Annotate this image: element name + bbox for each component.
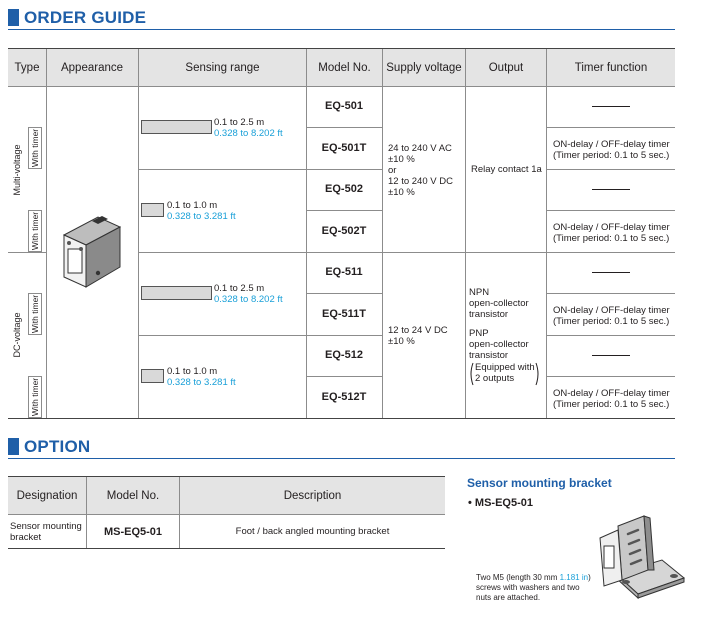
model-eq-511: EQ-511 xyxy=(325,266,363,278)
option-description: Foot / back angled mounting bracket xyxy=(235,526,390,537)
supply-voltage-dc: 12 to 24 V DC ±10 % xyxy=(388,325,448,347)
header-sensing-range: Sensing range xyxy=(139,49,306,86)
range-long-text: 0.1 to 2.5 m 0.328 to 8.202 ft xyxy=(214,117,283,139)
sensor-appearance-image xyxy=(58,205,128,290)
header-designation: Designation xyxy=(8,477,86,514)
header-output: Output xyxy=(466,49,546,86)
header-appearance: Appearance xyxy=(46,49,138,86)
order-guide-title: ORDER GUIDE xyxy=(24,8,147,27)
range-bar-long xyxy=(141,120,212,134)
with-timer-tag: With timer xyxy=(30,377,40,417)
timer-function-text: ON-delay / OFF-delay timer (Timer period: 0.1 to 5 sec.) xyxy=(553,222,670,244)
timer-function-text: ON-delay / OFF-delay timer (Timer period: 0.1 to 5 sec.) xyxy=(553,305,670,327)
type-dc-voltage: DC-voltage xyxy=(12,312,22,358)
range-short-text: 0.1 to 1.0 m 0.328 to 3.281 ft xyxy=(167,366,236,388)
range-bar-short xyxy=(141,203,164,217)
model-eq-502t: EQ-502T xyxy=(321,225,367,237)
output-pnp: PNP open-collector transistor xyxy=(469,328,529,361)
timer-function-text: ON-delay / OFF-delay timer (Timer period: 0.1 to 5 sec.) xyxy=(553,388,670,410)
model-eq-502: EQ-502 xyxy=(325,183,363,195)
output-npn: NPN open-collector transistor xyxy=(469,287,529,320)
order-guide-marker xyxy=(8,9,19,26)
output-relay: Relay contact 1a xyxy=(471,164,542,175)
order-guide-rule xyxy=(8,29,675,30)
bracket-model: • MS-EQ5-01 xyxy=(468,497,533,509)
header-option-model-no: Model No. xyxy=(87,477,179,514)
header-description: Description xyxy=(180,477,445,514)
with-timer-tag: With timer xyxy=(30,211,40,251)
with-timer-tag: With timer xyxy=(30,128,40,168)
option-title: OPTION xyxy=(24,437,91,456)
bracket-note: Two M5 (length 30 mm 1.181 in) screws with washers and two nuts are attached. xyxy=(476,573,591,602)
range-bar-long xyxy=(141,286,212,300)
timer-none-dash xyxy=(592,106,630,107)
header-supply-voltage: Supply voltage xyxy=(383,49,465,86)
timer-none-dash xyxy=(592,272,630,273)
with-timer-tag: With timer xyxy=(30,294,40,334)
timer-none-dash xyxy=(592,355,630,356)
option-designation: Sensor mounting bracket xyxy=(10,521,82,543)
range-long-text: 0.1 to 2.5 m 0.328 to 8.202 ft xyxy=(214,283,283,305)
type-multi-voltage: Multi-voltage xyxy=(12,144,22,196)
model-eq-501: EQ-501 xyxy=(325,100,363,112)
supply-voltage-multi: 24 to 240 V AC ±10 % or 12 to 240 V DC ±10 % xyxy=(388,143,453,198)
option-marker xyxy=(8,438,19,455)
timer-none-dash xyxy=(592,189,630,190)
model-eq-511t: EQ-511T xyxy=(321,308,367,320)
model-eq-512t: EQ-512T xyxy=(321,391,367,403)
model-eq-512: EQ-512 xyxy=(325,349,363,361)
timer-function-text: ON-delay / OFF-delay timer (Timer period: 0.1 to 5 sec.) xyxy=(553,139,670,161)
bracket-title: Sensor mounting bracket xyxy=(467,476,612,490)
header-timer-function: Timer function xyxy=(547,49,675,86)
mounting-bracket-image xyxy=(588,512,688,607)
range-short-text: 0.1 to 1.0 m 0.328 to 3.281 ft xyxy=(167,200,236,222)
output-equipped-note: Equipped with 2 outputs xyxy=(468,362,540,384)
range-bar-short xyxy=(141,369,164,383)
header-model-no: Model No. xyxy=(307,49,382,86)
model-eq-501t: EQ-501T xyxy=(321,142,367,154)
header-type: Type xyxy=(8,49,46,86)
option-rule xyxy=(8,458,675,459)
option-model: MS-EQ5-01 xyxy=(103,526,163,538)
